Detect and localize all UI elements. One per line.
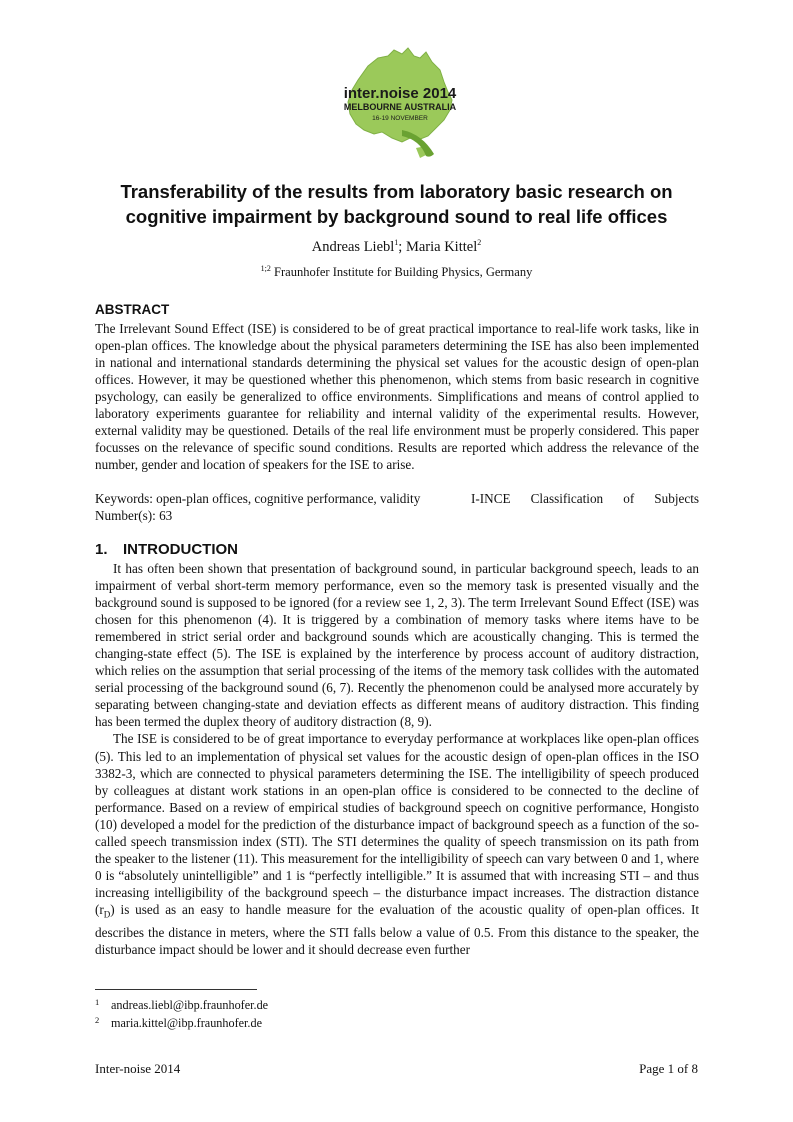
author-2-mark: 2: [477, 238, 482, 248]
footnote-2-email: maria.kittel@ibp.fraunhofer.de: [111, 1016, 262, 1030]
keywords-line: [95, 490, 699, 507]
affiliation-mark: 1;2: [260, 263, 271, 273]
intro-paragraph-2-part-b: ) is used as an easy to handle measure for the evaluation of the acoustic quality of open-plan offices. It describes the distance in meters, where the STI falls below a value of 0.5. From this distance to the speaker, the disturbance impact should be lower and it should decrease even further: [95, 901, 699, 957]
paper-title: [95, 179, 698, 229]
footnote-1-email: andreas.liebl@ibp.fraunhofer.de: [111, 998, 269, 1012]
logo-line1: inter.noise 2014: [343, 85, 457, 102]
author-1-mark: 1: [394, 238, 399, 248]
author-1: Andreas Liebl: [311, 239, 395, 255]
footnotes: [95, 995, 268, 1031]
intro-paragraph-2: [95, 730, 699, 957]
footnote-2-mark: 2: [95, 1015, 100, 1025]
abstract-text: The Irrelevant Sound Effect (ISE) is considered to be of great practical importance to real-life work tasks, like in open-plan offices. The knowledge about the physical parameters determining the ISE has also been implemented in national and international standards determining the physical set values for the acoustic design of open-plan offices. However, it may be questioned whether this phenomenon, which stems from basic research in cognitive psychology, can easily be generalized to office environments. Simplifications and means of control applied to laboratory experiments guarantee for reliability and internal validity of the experimental results. However, external validity may be questioned. Details of the real life environment must be properly considered. This paper focusses on the relevance of specific sound conditions. Results are reported which address the relevance of the number, gender and location of speakers for the ISE to arise.: [95, 321, 699, 473]
footnote-1-mark: 1: [95, 997, 100, 1007]
section-number: 1.: [95, 541, 108, 558]
introduction-heading: [95, 541, 238, 558]
author-2: Maria Kittel: [405, 239, 478, 255]
affiliation-text: Fraunhofer Institute for Building Physics, Germany: [270, 265, 533, 279]
author-separator: ;: [398, 239, 406, 255]
footer-page-number: Page 1 of 8: [639, 1061, 698, 1076]
conference-logo: [330, 44, 470, 164]
intro-paragraph-1: It has often been shown that presentation of background sound, in particular background speech, leads to an impairment of verbal short-term memory performance, even so the memory task is presented visually and the background sound is supposed to be ignored (for a review see 1, 2, 3). The term Irrelevant Sound Effect (ISE) was chosen for this phenomenon (4). It is triggered by a combination of memory tasks where items have to be remembered in strict serial order and background sounds which are acoustically changing. This is termed the changing-state effect (5). The ISE is explained by the interference by process account of auditory distraction, which relies on the assumption that serial processing of the items of the memory task collides with the automated serial processing of the background sound (6, 7). Recently the phenomenon could be analysed more accurately by separating between changing-state and deviation effects as different means of auditory distraction. This finding has been termed the duplex theory of auditory distraction (8, 9).: [95, 561, 699, 730]
affiliation: [95, 264, 698, 280]
introduction-body: [95, 560, 699, 958]
classification-label: I-INCE Classification of Subjects: [471, 491, 699, 506]
abstract-heading: ABSTRACT: [95, 302, 170, 317]
section-title: INTRODUCTION: [123, 541, 238, 558]
distraction-distance-subscript: D: [103, 909, 111, 920]
keywords-block: [95, 490, 699, 524]
title-line-2: cognitive impairment by background sound to real life offices: [125, 206, 668, 227]
keywords-text: Keywords: open-plan offices, cognitive performance, validity: [95, 491, 421, 506]
footnote-1: [95, 995, 268, 1013]
intro-paragraph-2-part-a: The ISE is considered to be of great importance to everyday performance at workplaces like open-plan offices (5). This led to an implementation of physical set values for the acoustic design of open-plan offices in the ISO 3382-3, which are connected to physical parameters determining the ISE. The intelligibility of speech produced by colleagues at distant work stations in an open-plan office is considered to be connected to the decline of performance. Based on a review of empirical studies of background speech on cognitive performance, Hongisto (10) developed a model for the prediction of the disturbance impact of background speech as a function of the so-called speech transmission index (STI). The STI determines the quality of speech transmission on its path from the speaker to the listener (11). This measurement for the intelligibility of speech can vary between 0 and 1, where 0 is “absolutely unintelligible” and 1 is “perfectly intelligible.” It is assumed that with increasing STI – and thus increasing intelligibility of the background speech – the disturbance impact increases. The distraction distance (r: [95, 731, 699, 917]
author-list: [95, 238, 698, 256]
logo-line3: 16-19 NOVEMBER: [372, 115, 428, 122]
footer-conference: Inter-noise 2014: [95, 1061, 181, 1076]
australia-map-logo: [330, 44, 470, 164]
footnote-2: [95, 1013, 268, 1031]
title-line-1: Transferability of the results from laboratory basic research on: [120, 181, 673, 202]
classification-number: Number(s): 63: [95, 508, 173, 524]
footnote-divider: [95, 989, 257, 990]
logo-line2: MELBOURNE AUSTRALIA: [343, 102, 457, 112]
